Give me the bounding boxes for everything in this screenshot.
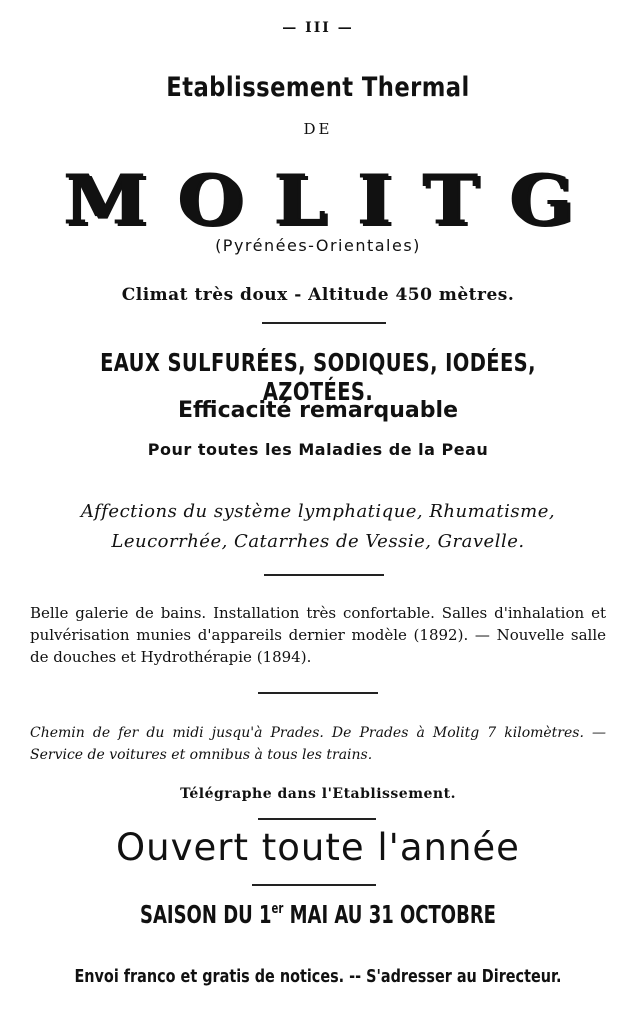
open-all-year-heading: Ouvert toute l'année <box>116 826 520 869</box>
efficacy-line: Efficacité remarquable <box>178 398 458 423</box>
town-name: MOLITG <box>62 159 604 240</box>
title-connector: DE <box>303 120 333 138</box>
waters-heading: EAUX SULFURÉES, SODIQUES, IODÉES, AZOTÉES. <box>100 348 536 406</box>
telegraph-line: Télégraphe dans l'Etablissement. <box>180 786 456 802</box>
railway-paragraph: Chemin de fer du midi jusqu'à Prades. De Prades à Molitg 7 kilomètres. — Service de voitures et omnibus à tous les trains. <box>30 725 606 763</box>
divider <box>262 322 386 324</box>
season-suffix: MAI AU 31 OCTOBRE <box>283 900 496 929</box>
season-line <box>89 900 547 929</box>
affections-block <box>0 497 636 557</box>
divider <box>252 884 376 886</box>
season-prefix: SAISON DU 1 <box>140 900 272 929</box>
divider <box>258 692 378 694</box>
town-name-banner <box>0 160 636 240</box>
affections-line-2: Leucorrhée, Catarrhes de Vessie, Gravelle. <box>111 531 525 552</box>
affections-line-1: Affections du système lymphatique, Rhumatisme, <box>80 501 556 522</box>
notices-line: Envoi franco et gratis de notices. -- S'adresser au Directeur. <box>74 966 562 987</box>
page-number: — III — <box>282 20 354 36</box>
establishment-title: Etablissement Thermal <box>166 72 470 103</box>
season-superscript: er <box>271 901 284 917</box>
skin-diseases-line: Pour toutes les Maladies de la Peau <box>147 440 489 459</box>
region-subtitle: (Pyrénées-Orientales) <box>215 236 421 255</box>
climate-line: Climat très doux - Altitude 450 mètres. <box>121 285 515 305</box>
facilities-paragraph: Belle galerie de bains. Installation très confortable. Salles d'inhalation et pulvérisation munies d'appareils dernier modèle (1892). — Nouvelle salle de douches et Hydrothérapie (1894). <box>30 604 606 666</box>
divider <box>264 574 384 576</box>
divider <box>258 818 376 820</box>
